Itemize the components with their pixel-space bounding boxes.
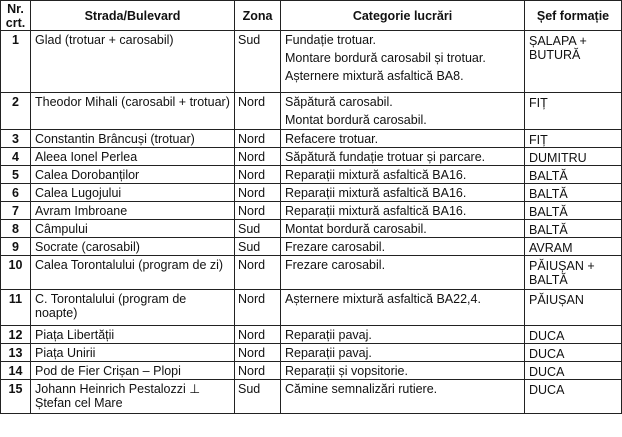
row-number: 4 [1, 148, 31, 166]
work-category [281, 238, 525, 256]
table-row [1, 344, 622, 362]
table-row [1, 290, 622, 326]
work-category-line: Fundație trotuar. [285, 33, 377, 47]
team-leader [525, 166, 622, 184]
street-name: Avram Imbroane [31, 202, 235, 220]
team-leader [525, 184, 622, 202]
work-category-line: Reparații mixtură asfaltică BA16. [285, 168, 467, 182]
zone: Nord [235, 344, 281, 362]
table-row [1, 93, 622, 130]
street-name: Piața Unirii [31, 344, 235, 362]
zone: Nord [235, 184, 281, 202]
street-name: C. Torontalului (program de noapte) [31, 290, 235, 326]
work-category [281, 326, 525, 344]
street-name: Glad (trotuar + carosabil) [31, 31, 235, 93]
street-name: Socrate (carosabil) [31, 238, 235, 256]
team-leader-line: BALTĂ [529, 187, 568, 201]
row-number: 15 [1, 380, 31, 414]
table-row [1, 380, 622, 414]
row-number: 12 [1, 326, 31, 344]
work-category [281, 184, 525, 202]
work-category-line: Așternere mixtură asfaltică BA8. [285, 69, 464, 83]
header-zona: Zona [235, 1, 281, 31]
street-name: Calea Lugojului [31, 184, 235, 202]
work-category-line: Montare bordură carosabil și trotuar. [285, 51, 486, 65]
work-category-line: Montat bordură carosabil. [285, 222, 427, 236]
team-leader-line: PĂIUȘAN + [529, 259, 595, 273]
work-category-line: Frezare carosabil. [285, 240, 386, 254]
work-category-line: Refacere trotuar. [285, 132, 379, 146]
work-category-line: Săpătură carosabil. [285, 95, 393, 109]
team-leader-line: ȘALAPA + [529, 34, 587, 48]
street-name: Constantin Brâncuși (trotuar) [31, 130, 235, 148]
team-leader [525, 256, 622, 290]
row-number: 14 [1, 362, 31, 380]
team-leader [525, 362, 622, 380]
street-name: Calea Dorobanților [31, 166, 235, 184]
work-category [281, 380, 525, 414]
street-name: Pod de Fier Crișan – Plopi [31, 362, 235, 380]
row-number: 7 [1, 202, 31, 220]
team-leader-line: BALTĂ [529, 169, 568, 183]
street-name: Theodor Mihali (carosabil + trotuar) [31, 93, 235, 130]
team-leader [525, 326, 622, 344]
team-leader-line: BALTĂ [529, 205, 568, 219]
team-leader-line: DUCA [529, 329, 565, 343]
team-leader-line: BALTĂ [529, 223, 568, 237]
work-category [281, 344, 525, 362]
row-number: 8 [1, 220, 31, 238]
zone: Nord [235, 290, 281, 326]
table-row [1, 202, 622, 220]
row-number: 11 [1, 290, 31, 326]
work-category [281, 93, 525, 130]
work-category-line: Cămine semnalizări rutiere. [285, 382, 438, 396]
team-leader [525, 31, 622, 93]
team-leader [525, 148, 622, 166]
work-category-line: Săpătură fundație trotuar și parcare. [285, 150, 486, 164]
work-category-line: Reparații mixtură asfaltică BA16. [285, 204, 467, 218]
zone: Sud [235, 220, 281, 238]
table-row [1, 238, 622, 256]
work-category-line: Reparații și vopsitorie. [285, 364, 408, 378]
team-leader [525, 93, 622, 130]
row-number: 5 [1, 166, 31, 184]
team-leader [525, 238, 622, 256]
team-leader-line: AVRAM [529, 241, 573, 255]
team-leader-line: FIȚ [529, 96, 548, 110]
work-category [281, 202, 525, 220]
team-leader-line: DUCA [529, 365, 565, 379]
zone: Nord [235, 202, 281, 220]
table-row [1, 166, 622, 184]
work-category-line: Reparații mixtură asfaltică BA16. [285, 186, 467, 200]
header-categorie: Categorie lucrări [281, 1, 525, 31]
header-nr: Nr. crt. [1, 1, 31, 31]
street-name: Câmpului [31, 220, 235, 238]
table-row [1, 148, 622, 166]
zone: Nord [235, 326, 281, 344]
table-row [1, 256, 622, 290]
header-strada: Strada/Bulevard [31, 1, 235, 31]
team-leader-line: BUTURĂ [529, 48, 581, 62]
row-number: 6 [1, 184, 31, 202]
team-leader [525, 344, 622, 362]
table-row [1, 130, 622, 148]
table-row [1, 326, 622, 344]
zone: Nord [235, 130, 281, 148]
row-number: 3 [1, 130, 31, 148]
zone: Nord [235, 148, 281, 166]
work-category [281, 166, 525, 184]
street-name: Calea Torontalului (program de zi) [31, 256, 235, 290]
row-number: 2 [1, 93, 31, 130]
work-category [281, 290, 525, 326]
work-category-line: Reparații pavaj. [285, 328, 372, 342]
work-category-line: Așternere mixtură asfaltică BA22,4. [285, 292, 481, 306]
zone: Sud [235, 31, 281, 93]
work-category [281, 130, 525, 148]
team-leader-line: DUCA [529, 347, 565, 361]
zone: Nord [235, 362, 281, 380]
header-sef: Șef formație [525, 1, 622, 31]
team-leader-line: DUCA [529, 383, 565, 397]
zone: Sud [235, 238, 281, 256]
zone: Nord [235, 256, 281, 290]
work-category [281, 148, 525, 166]
row-number: 13 [1, 344, 31, 362]
team-leader-line: BALTĂ [529, 273, 568, 287]
table-row [1, 31, 622, 93]
street-name: Piața Libertății [31, 326, 235, 344]
work-category-line: Reparații pavaj. [285, 346, 372, 360]
zone: Nord [235, 93, 281, 130]
table-row [1, 220, 622, 238]
zone: Sud [235, 380, 281, 414]
team-leader [525, 290, 622, 326]
row-number: 10 [1, 256, 31, 290]
street-name: Aleea Ionel Perlea [31, 148, 235, 166]
team-leader-line: DUMITRU [529, 151, 587, 165]
team-leader-line: FIȚ [529, 133, 548, 147]
work-category-line: Montat bordură carosabil. [285, 113, 427, 127]
work-category-line: Frezare carosabil. [285, 258, 386, 272]
table-row [1, 184, 622, 202]
street-name: Johann Heinrich Pestalozzi ⊥ Ștefan cel Mare [31, 380, 235, 414]
work-category [281, 256, 525, 290]
table-body [1, 31, 622, 414]
team-leader [525, 220, 622, 238]
row-number: 1 [1, 31, 31, 93]
team-leader [525, 130, 622, 148]
work-category [281, 31, 525, 93]
team-leader-line: PĂIUȘAN [529, 293, 584, 307]
team-leader [525, 380, 622, 414]
row-number: 9 [1, 238, 31, 256]
team-leader [525, 202, 622, 220]
header-row [1, 1, 622, 31]
table-row [1, 362, 622, 380]
zone: Nord [235, 166, 281, 184]
work-category [281, 362, 525, 380]
work-category [281, 220, 525, 238]
